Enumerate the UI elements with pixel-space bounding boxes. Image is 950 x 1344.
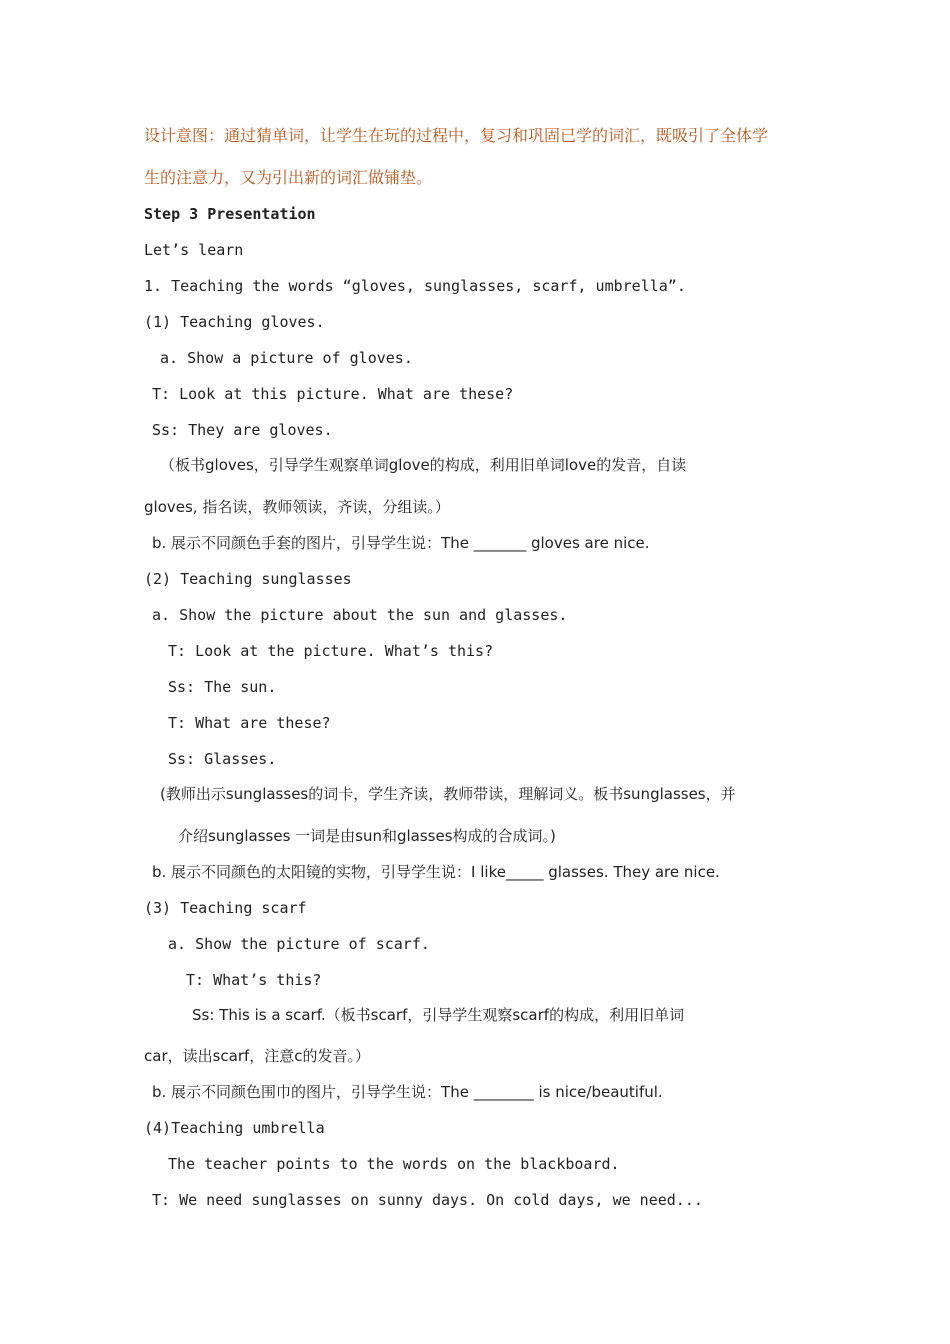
sunglasses-step-b: b. 展示不同颜色的太阳镜的实物，引导学生说：I like_____ glasses. They are nice. [152,863,720,881]
scarf-teacher-line: T: What’s this? [186,971,322,989]
gloves-step-b: b. 展示不同颜色手套的图片，引导学生说：The _______ gloves are nice. [152,534,650,552]
gloves-teacher-line: T: Look at this picture. What are these? [152,385,514,403]
sunglasses-students-line-2: Ss: Glasses. [168,750,277,768]
scarf-students-line: Ss: This is a scarf.（板书scarf，引导学生观察scarf的构成，利用旧单词 [192,1006,685,1024]
scarf-step-b: b. 展示不同颜色围巾的图片，引导学生说：The ________ is nice/beautiful. [152,1083,663,1101]
umbrella-line-1: The teacher points to the words on the blackboard. [168,1155,620,1173]
sunglasses-title: (2) Teaching sunglasses [144,570,352,588]
gloves-title: (1) Teaching gloves. [144,313,325,331]
scarf-step-a: a. Show the picture of scarf. [168,935,430,953]
sunglasses-note-line-2: 介绍sunglasses 一词是由sun和glasses构成的合成词。) [178,827,556,845]
gloves-note-line-2: gloves, 指名读，教师领读，齐读，分组读。） [144,498,450,516]
design-intent-line-2: 生的注意力，又为引出新的词汇做铺垫。 [144,168,433,187]
teaching-words-item: 1. Teaching the words “gloves, sunglasses, scarf, umbrella”. [144,277,686,295]
sunglasses-note-line-1: (教师出示sunglasses的词卡，学生齐读，教师带读，理解词义。板书sunglasses，并 [160,785,736,803]
sunglasses-step-a: a. Show the picture about the sun and glasses. [152,606,568,624]
gloves-note-line-1: （板书gloves，引导学生观察单词glove的构成，利用旧单词love的发音，自读 [160,456,687,474]
umbrella-title: (4)Teaching umbrella [144,1119,325,1137]
lets-learn-label: Let’s learn [144,241,244,259]
sunglasses-teacher-line-2: T: What are these? [168,714,331,732]
sunglasses-teacher-line-1: T: Look at the picture. What’s this? [168,642,494,660]
gloves-step-a: a. Show a picture of gloves. [160,349,413,367]
sunglasses-students-line-1: Ss: The sun. [168,678,277,696]
gloves-students-line: Ss: They are gloves. [152,421,333,439]
scarf-title: (3) Teaching scarf [144,899,307,917]
umbrella-teacher-line: T: We need sunglasses on sunny days. On cold days, we need... [152,1191,703,1209]
step-heading: Step 3 Presentation [144,205,316,223]
scarf-note-line-2: car，读出scarf，注意c的发音。） [144,1047,371,1065]
design-intent-line-1: 设计意图：通过猜单词，让学生在玩的过程中，复习和巩固已学的词汇，既吸引了全体学 [144,126,769,145]
